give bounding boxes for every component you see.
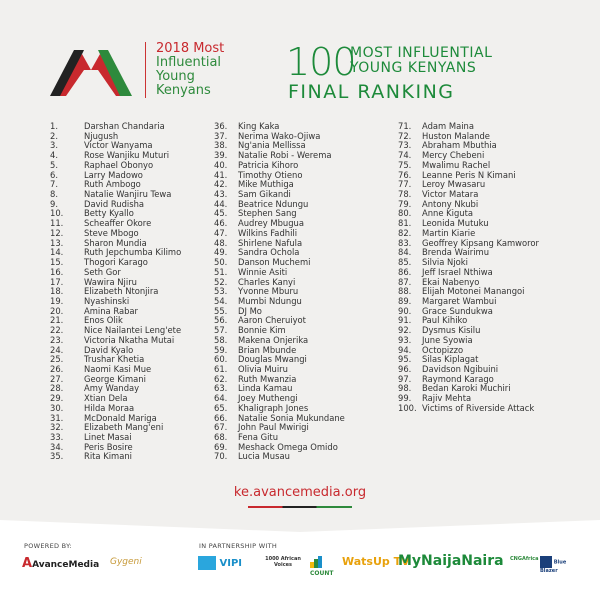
person-name: Timothy Otieno bbox=[238, 169, 303, 180]
person-name: Martin Kiarie bbox=[422, 227, 476, 238]
person-name: Linet Masai bbox=[84, 432, 132, 442]
person-name: John Paul Mwirigi bbox=[238, 422, 309, 433]
person-name: Natalie Robi - Werema bbox=[238, 150, 332, 161]
person-name: Natalie Wanjiru Tewa bbox=[84, 189, 172, 200]
rank-number: 91. bbox=[398, 315, 412, 326]
rank-number: 61. bbox=[214, 363, 228, 374]
person-name: Sandra Ochola bbox=[238, 247, 300, 258]
rank-number: 34. bbox=[50, 441, 64, 452]
person-name: Winnie Asiti bbox=[238, 266, 288, 277]
ranking-row bbox=[50, 258, 220, 268]
rank-number: 14. bbox=[50, 247, 64, 258]
rank-number: 87. bbox=[398, 276, 412, 287]
rank-number: 23. bbox=[50, 334, 64, 345]
rank-number: 88. bbox=[398, 286, 412, 297]
person-name: Elizabeth Mang'eni bbox=[84, 422, 164, 433]
ranking-row bbox=[50, 336, 220, 346]
powered-by-label: POWERED BY: bbox=[24, 542, 72, 550]
rank-number: 45. bbox=[214, 208, 228, 219]
person-name: Anne Kiguta bbox=[422, 208, 474, 219]
rank-number: 25. bbox=[50, 354, 64, 365]
rank-number: 68. bbox=[214, 432, 228, 442]
rank-number: 9. bbox=[50, 198, 58, 209]
rank-number: 63. bbox=[214, 383, 228, 394]
rank-number: 99. bbox=[398, 393, 412, 404]
rank-number: 7. bbox=[50, 179, 58, 190]
african-voices-logo: 1000 African Voices bbox=[265, 556, 301, 568]
person-name: Elijah Motonei Manangoi bbox=[422, 286, 525, 297]
person-name: Larry Madowo bbox=[84, 169, 143, 180]
person-name: Rose Wanjiku Muturi bbox=[84, 150, 170, 161]
rank-number: 67. bbox=[214, 422, 228, 433]
brand-year: 2018 Most bbox=[156, 41, 225, 56]
rank-number: 72. bbox=[398, 130, 412, 141]
person-name: Bonnie Kim bbox=[238, 325, 286, 336]
person-name: Nyashinski bbox=[84, 295, 130, 306]
person-name: Davidson Ngibuini bbox=[422, 363, 499, 374]
person-name: Elizabeth Ntonjira bbox=[84, 286, 159, 297]
ranking-row bbox=[50, 307, 220, 317]
brand-line: Kenyans bbox=[156, 83, 211, 98]
rank-number: 54. bbox=[214, 295, 228, 306]
website-underline bbox=[248, 506, 352, 508]
rank-number: 38. bbox=[214, 140, 228, 151]
brand-line: Influential bbox=[156, 55, 222, 70]
brand-title bbox=[145, 42, 224, 98]
rank-number: 74. bbox=[398, 150, 412, 161]
person-name: Lucia Musau bbox=[238, 451, 290, 462]
person-name: Olivia Muiru bbox=[238, 363, 288, 374]
mynaijanaira-logo: MyNaijaNaira bbox=[398, 553, 504, 569]
rank-number: 65. bbox=[214, 402, 228, 413]
person-name: Grace Sundukwa bbox=[422, 305, 493, 316]
person-name: King Kaka bbox=[238, 121, 280, 131]
person-name: Audrey Mbugua bbox=[238, 218, 304, 229]
person-name: Yvonne Mburu bbox=[238, 286, 299, 297]
rank-number: 16. bbox=[50, 266, 64, 277]
person-name: Jeff Israel Nthiwa bbox=[422, 266, 493, 277]
person-name: Wawira Njiru bbox=[84, 276, 137, 287]
rank-number: 83. bbox=[398, 237, 412, 248]
person-name: Adam Maina bbox=[422, 121, 474, 131]
person-name: Nerima Wako-Ojiwa bbox=[238, 130, 321, 141]
person-name: Raphael Obonyo bbox=[84, 159, 154, 170]
person-name: Hilda Moraa bbox=[84, 402, 135, 413]
website-url: ke.avancemedia.org bbox=[233, 485, 367, 500]
rank-number: 69. bbox=[214, 441, 228, 452]
rank-number: 97. bbox=[398, 373, 412, 384]
person-name: Brenda Wairimu bbox=[422, 247, 490, 258]
rank-number: 22. bbox=[50, 325, 64, 336]
rank-number: 10. bbox=[50, 208, 64, 219]
rank-number: 30. bbox=[50, 402, 64, 413]
person-name: Natalie Sonia Mukundane bbox=[238, 412, 345, 423]
rank-number: 93. bbox=[398, 334, 412, 345]
person-name: Sam Gikandi bbox=[238, 189, 291, 200]
person-name: Trushar Khetia bbox=[84, 354, 145, 365]
rank-number: 26. bbox=[50, 363, 64, 374]
title-line: YOUNG KENYANS bbox=[350, 60, 477, 76]
page-subtitle: FINAL RANKING bbox=[288, 81, 455, 103]
rank-number: 24. bbox=[50, 344, 64, 355]
person-name: Sharon Mundia bbox=[84, 237, 147, 248]
person-name: DJ Mo bbox=[238, 305, 262, 316]
rank-number: 55. bbox=[214, 305, 228, 316]
person-name: Ng'ania Mellissa bbox=[238, 140, 306, 151]
cngafrica-logo: CNGAfrica bbox=[510, 556, 539, 562]
ranking-row bbox=[214, 452, 384, 462]
person-name: Stephen Sang bbox=[238, 208, 297, 219]
rank-number: 49. bbox=[214, 247, 228, 258]
person-name: Antony Nkubi bbox=[422, 198, 479, 209]
person-name: George Kimani bbox=[84, 373, 146, 384]
rank-number: 31. bbox=[50, 412, 64, 423]
rank-number: 75. bbox=[398, 159, 412, 170]
person-name: Huston Malande bbox=[422, 130, 490, 141]
rank-number: 46. bbox=[214, 218, 228, 229]
rank-number: 92. bbox=[398, 325, 412, 336]
person-name: Bedan Karoki Muchiri bbox=[422, 383, 511, 394]
person-name: Nice Nailantei Leng'ete bbox=[84, 325, 182, 336]
rank-number: 33. bbox=[50, 432, 64, 442]
person-name: Victoria Nkatha Mutai bbox=[84, 334, 175, 345]
rank-number: 5. bbox=[50, 159, 58, 170]
person-name: Njugush bbox=[84, 130, 119, 141]
ranking-row bbox=[398, 404, 568, 414]
rank-number: 20. bbox=[50, 305, 64, 316]
rank-number: 11. bbox=[50, 218, 64, 229]
person-name: Mercy Chebeni bbox=[422, 150, 485, 161]
rank-number: 58. bbox=[214, 334, 228, 345]
rank-number: 15. bbox=[50, 257, 64, 268]
person-name: Raymond Karago bbox=[422, 373, 494, 384]
person-name: Danson Muchemi bbox=[238, 257, 311, 268]
rank-number: 71. bbox=[398, 121, 412, 131]
vipi-logo: VIPI bbox=[198, 556, 242, 570]
person-name: Peris Bosire bbox=[84, 441, 133, 452]
person-name: Victims of Riverside Attack bbox=[422, 402, 535, 413]
ranking-column-1 bbox=[50, 122, 220, 462]
rank-number: 39. bbox=[214, 150, 228, 161]
rank-number: 98. bbox=[398, 383, 412, 394]
rank-number: 60. bbox=[214, 354, 228, 365]
rank-number: 40. bbox=[214, 159, 228, 170]
rank-number: 37. bbox=[214, 130, 228, 141]
person-name: Mwalimu Rachel bbox=[422, 159, 491, 170]
rank-number: 41. bbox=[214, 169, 228, 180]
avancemedia-logo: AAvanceMedia bbox=[22, 556, 100, 571]
rank-number: 80. bbox=[398, 208, 412, 219]
rank-number: 94. bbox=[398, 344, 412, 355]
rank-number: 53. bbox=[214, 286, 228, 297]
person-name: Rajiv Mehta bbox=[422, 393, 472, 404]
rank-number: 90. bbox=[398, 305, 412, 316]
person-name: Enos Olik bbox=[84, 315, 123, 326]
ranking-row bbox=[50, 394, 220, 404]
person-name: Khaligraph Jones bbox=[238, 402, 309, 413]
rank-number: 76. bbox=[398, 169, 412, 180]
person-name: Leroy Mwasaru bbox=[422, 179, 486, 190]
rank-number: 66. bbox=[214, 412, 228, 423]
count-number: 100 bbox=[286, 40, 356, 84]
person-name: Steve Mbogo bbox=[84, 227, 139, 238]
partnership-label: IN PARTNERSHIP WITH bbox=[199, 542, 278, 550]
rank-number: 70. bbox=[214, 451, 228, 462]
rank-number: 42. bbox=[214, 179, 228, 190]
rank-number: 100. bbox=[398, 402, 417, 413]
rank-number: 82. bbox=[398, 227, 412, 238]
person-name: Rita Kimani bbox=[84, 451, 132, 462]
ranking-row bbox=[50, 384, 220, 394]
rank-number: 48. bbox=[214, 237, 228, 248]
rank-number: 47. bbox=[214, 227, 228, 238]
rank-number: 27. bbox=[50, 373, 64, 384]
person-name: Paul Kihiko bbox=[422, 315, 468, 326]
rank-number: 52. bbox=[214, 276, 228, 287]
person-name: Aaron Cheruiyot bbox=[238, 315, 306, 326]
rank-number: 28. bbox=[50, 383, 64, 394]
person-name: Margaret Wambui bbox=[422, 295, 497, 306]
ranking-row bbox=[50, 433, 220, 443]
rank-number: 4. bbox=[50, 150, 58, 161]
person-name: Amina Rabar bbox=[84, 305, 138, 316]
person-name: Darshan Chandaria bbox=[84, 121, 165, 131]
person-name: Brian Mbunde bbox=[238, 344, 297, 355]
person-name: Victor Matara bbox=[422, 189, 479, 200]
rank-number: 13. bbox=[50, 237, 64, 248]
rank-number: 18. bbox=[50, 286, 64, 297]
count-logo: COUNT bbox=[310, 556, 334, 577]
rank-number: 2. bbox=[50, 130, 58, 141]
person-name: Octopizzo bbox=[422, 344, 464, 355]
rank-number: 50. bbox=[214, 257, 228, 268]
ranking-row bbox=[50, 443, 220, 453]
person-name: Wilkins Fadhili bbox=[238, 227, 298, 238]
rank-number: 95. bbox=[398, 354, 412, 365]
person-name: Betty Kyallo bbox=[84, 208, 134, 219]
person-name: Shirlene Nafula bbox=[238, 237, 303, 248]
person-name: Joey Muthengi bbox=[238, 393, 298, 404]
rank-number: 1. bbox=[50, 121, 58, 131]
person-name: Mumbi Ndungu bbox=[238, 295, 302, 306]
person-name: Mike Muthiga bbox=[238, 179, 294, 190]
rank-number: 29. bbox=[50, 393, 64, 404]
ranking-row bbox=[50, 122, 220, 132]
title-text bbox=[350, 46, 492, 76]
person-name: Ruth Ambogo bbox=[84, 179, 141, 190]
rank-number: 78. bbox=[398, 189, 412, 200]
ranking-column-3 bbox=[398, 122, 568, 414]
rank-number: 84. bbox=[398, 247, 412, 258]
person-name: McDonald Mariga bbox=[84, 412, 157, 423]
rank-number: 96. bbox=[398, 363, 412, 374]
ranking-column-2 bbox=[214, 122, 384, 462]
rank-number: 51. bbox=[214, 266, 228, 277]
rank-number: 56. bbox=[214, 315, 228, 326]
rank-number: 57. bbox=[214, 325, 228, 336]
rank-number: 32. bbox=[50, 422, 64, 433]
person-name: Douglas Mwangi bbox=[238, 354, 307, 365]
person-name: Meshack Omega Omido bbox=[238, 441, 338, 452]
gygeni-logo: Gygeni bbox=[110, 557, 142, 567]
rank-number: 17. bbox=[50, 276, 64, 287]
rank-number: 77. bbox=[398, 179, 412, 190]
rank-number: 59. bbox=[214, 344, 228, 355]
person-name: Leonida Mutuku bbox=[422, 218, 489, 229]
rank-number: 44. bbox=[214, 198, 228, 209]
watsup-tv-logo: WatsUp TV bbox=[342, 555, 410, 568]
blue-blazer-logo: Blue Blazer bbox=[540, 556, 580, 574]
person-name: Thogori Karago bbox=[84, 257, 148, 268]
rank-number: 35. bbox=[50, 451, 64, 462]
person-name: Geoffrey Kipsang Kamworor bbox=[422, 237, 539, 248]
person-name: David Kyalo bbox=[84, 344, 134, 355]
person-name: David Rudisha bbox=[84, 198, 145, 209]
person-name: Leanne Peris N Kimani bbox=[422, 169, 516, 180]
ranking-row bbox=[50, 200, 220, 210]
ranking-row bbox=[50, 423, 220, 433]
person-name: Patricia Kihoro bbox=[238, 159, 299, 170]
rank-number: 86. bbox=[398, 266, 412, 277]
person-name: Fena Gitu bbox=[238, 432, 279, 442]
person-name: Naomi Kasi Mue bbox=[84, 363, 152, 374]
mik-logo-icon bbox=[50, 44, 132, 96]
rank-number: 81. bbox=[398, 218, 412, 229]
title-line: MOST INFLUENTIAL bbox=[350, 45, 493, 61]
person-name: Abraham Mbuthia bbox=[422, 140, 497, 151]
person-name: Xtian Dela bbox=[84, 393, 128, 404]
person-name: Amy Wanday bbox=[84, 383, 140, 394]
rank-number: 36. bbox=[214, 121, 228, 131]
rank-number: 89. bbox=[398, 295, 412, 306]
rank-number: 3. bbox=[50, 140, 58, 151]
rank-number: 6. bbox=[50, 169, 58, 180]
person-name: Ruth Mwanzia bbox=[238, 373, 297, 384]
person-name: Silvia Njoki bbox=[422, 257, 468, 268]
person-name: Linda Kamau bbox=[238, 383, 293, 394]
person-name: Victor Wanyama bbox=[84, 140, 153, 151]
ranking-row bbox=[50, 452, 220, 462]
rank-number: 62. bbox=[214, 373, 228, 384]
person-name: Charles Kanyi bbox=[238, 276, 296, 287]
person-name: Beatrice Ndungu bbox=[238, 198, 309, 209]
rank-number: 73. bbox=[398, 140, 412, 151]
rank-number: 21. bbox=[50, 315, 64, 326]
rank-number: 43. bbox=[214, 189, 228, 200]
rank-number: 64. bbox=[214, 393, 228, 404]
person-name: June Syowia bbox=[422, 334, 473, 345]
rank-number: 12. bbox=[50, 227, 64, 238]
rank-number: 8. bbox=[50, 189, 58, 200]
person-name: Seth Gor bbox=[84, 266, 121, 277]
person-name: Ruth Jepchumba Kilimo bbox=[84, 247, 182, 258]
ranking-row bbox=[50, 287, 220, 297]
person-name: Silas Kiplagat bbox=[422, 354, 479, 365]
person-name: Dysmus Kisilu bbox=[422, 325, 481, 336]
rank-number: 79. bbox=[398, 198, 412, 209]
person-name: Makena Onjerika bbox=[238, 334, 309, 345]
rank-number: 19. bbox=[50, 295, 64, 306]
rank-number: 85. bbox=[398, 257, 412, 268]
person-name: Scheaffer Okore bbox=[84, 218, 152, 229]
person-name: Ekai Nabenyo bbox=[422, 276, 480, 287]
brand-line: Young bbox=[156, 69, 195, 84]
